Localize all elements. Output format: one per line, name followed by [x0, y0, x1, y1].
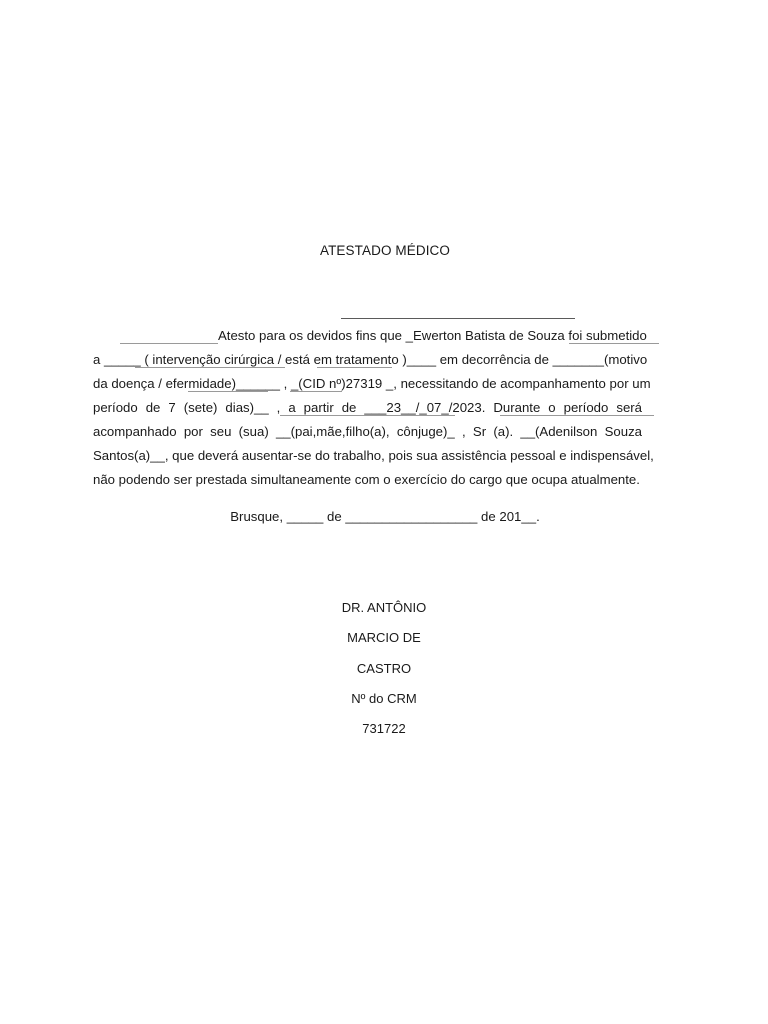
underline-fragment	[120, 343, 218, 344]
signature-name-line-2: MARCIO DE	[347, 630, 421, 645]
body-line-7: não podendo ser prestada simultaneamente com o exercício do cargo que ocupa atualmente.	[93, 472, 640, 487]
document-title: ATESTADO MÉDICO	[319, 243, 450, 258]
body-line-2: a _____ ( intervenção cirúrgica / está em tratamento )____ em decorrência de _______(motivo	[93, 352, 648, 367]
body-line-5: acompanhado por seu (sua) __(pai,mãe,filho(a), cônjuge)_ , Sr (a). __(Adenilson Souza	[93, 424, 642, 439]
body-line-1: Atesto para os devidos fins que _Ewerton Batista de Souza foi submetido	[218, 328, 647, 343]
blank-line	[341, 318, 575, 319]
crm-number: 731722	[362, 721, 406, 736]
body-line-4: período de 7 (sete) dias)__ , a partir de ___23__/_07_/2023. Durante o período será	[93, 400, 642, 415]
signature-name-line-1: DR. ANTÔNIO	[341, 600, 427, 615]
body-line-3: da doença / efermidade)______ , _(CID nº)27319 _, necessitando de acompanhamento por um	[93, 376, 651, 391]
place-date-line: Brusque, _____ de __________________ de 201__.	[230, 509, 540, 524]
signature-name-line-3: CASTRO	[356, 661, 412, 676]
body-line-6: Santos(a)__, que deverá ausentar-se do trabalho, pois sua assistência pessoal e indispensável,	[93, 448, 654, 463]
crm-label: Nº do CRM	[351, 691, 417, 706]
